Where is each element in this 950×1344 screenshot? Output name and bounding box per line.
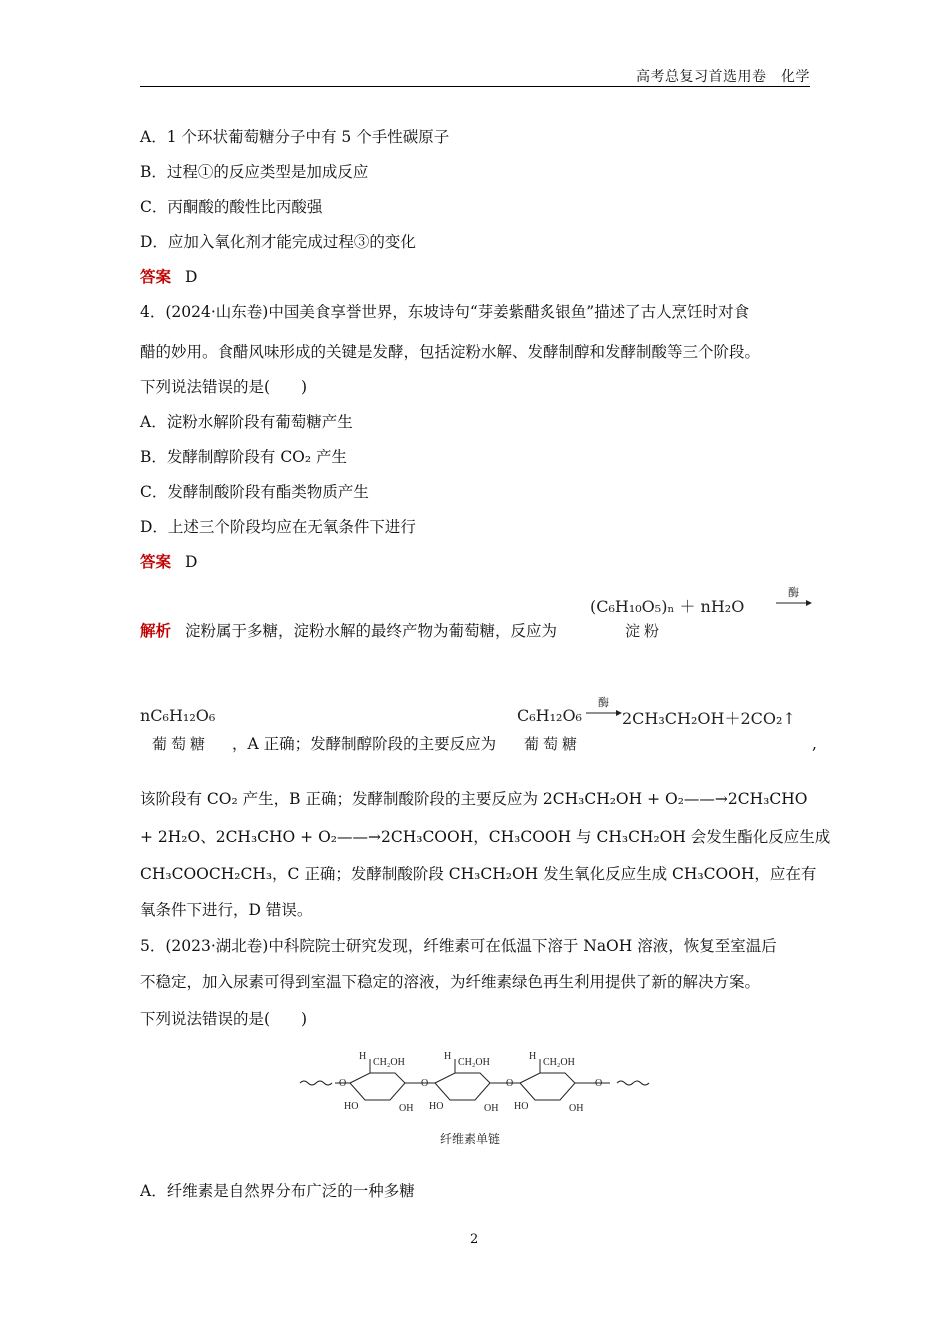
- label-ho-1: HO: [344, 1101, 359, 1112]
- label-o-4: O: [595, 1078, 603, 1089]
- eq1-product: nC₆H₁₂O₆: [140, 706, 216, 725]
- q3-option-d: D．应加入氧化剂才能完成过程③的变化: [140, 233, 416, 251]
- eq2-under-left: 葡萄糖: [524, 735, 582, 753]
- label-ch2oh-3: CH₂OH: [543, 1057, 575, 1068]
- page-number: 2: [470, 1232, 479, 1247]
- q4-stem-2: 醋的妙用。食醋风味形成的关键是发酵，包括淀粉水解、发酵制醇和发酵制酸等三个阶段。: [140, 343, 761, 361]
- q3-option-c: C．丙酮酸的酸性比丙酸强: [140, 198, 323, 216]
- analysis-rest-1: 该阶段有 CO₂ 产生，B 正确；发酵制酸阶段的主要反应为 2CH₃CH₂OH + O₂——→2CH₃CHO: [140, 790, 808, 808]
- answer-label: 答案: [140, 552, 172, 571]
- eq2-left: C₆H₁₂O₆: [517, 706, 582, 725]
- q5-stem-2: 不稳定，加入尿素可得到室温下稳定的溶液，为纤维素绿色再生利用提供了新的解决方案。: [140, 973, 761, 991]
- q5-stem-3: 下列说法错误的是( ): [140, 1010, 308, 1028]
- page-header: [140, 64, 810, 87]
- q4-option-a: A．淀粉水解阶段有葡萄糖产生: [140, 413, 353, 431]
- q3-option-a: A．1 个环状葡萄糖分子中有 5 个手性碳原子: [140, 128, 450, 146]
- wavy-right: [617, 1081, 649, 1085]
- q5-option-a: A．纤维素是自然界分布广泛的一种多糖: [140, 1182, 415, 1200]
- label-oh-1: OH: [399, 1103, 414, 1114]
- q4-answer: [140, 551, 197, 573]
- eq2-right: 2CH₃CH₂OH＋2CO₂↑: [622, 709, 796, 728]
- eq1-catalyst: 酶: [788, 586, 799, 599]
- eq1-left: (C₆H₁₀O₅)ₙ ＋ nH₂O: [590, 597, 745, 616]
- label-oh-3: OH: [569, 1103, 584, 1114]
- analysis-text-2: ，A 正确；发酵制醇阶段的主要反应为: [232, 735, 497, 753]
- q4-option-b: B．发酵制醇阶段有 CO₂ 产生: [140, 448, 348, 466]
- analysis-rest-4: 氧条件下进行，D 错误。: [140, 901, 313, 919]
- eq1-under-product: 葡萄糖: [152, 735, 210, 753]
- eq2-arrow: [586, 708, 622, 718]
- label-ho-2: HO: [429, 1101, 444, 1112]
- wavy-left: [300, 1081, 332, 1085]
- answer-label: 答案: [140, 267, 172, 286]
- analysis-rest-2: + 2H₂O、2CH₃CHO + O₂——→2CH₃COOH，CH₃COOH 与 CH₃CH₂OH 会发生酯化反应生成: [140, 828, 831, 846]
- q5-stem-1: 5．(2023·湖北卷)中科院院士研究发现，纤维素可在低温下溶于 NaOH 溶液，恢复至室温后: [140, 937, 777, 955]
- analysis-rest-3: CH₃COOCH₂CH₃，C 正确；发酵制酸阶段 CH₃CH₂OH 发生氧化反应生成 CH₃COOH，应在有: [140, 865, 817, 883]
- figure-caption: 纤维素单链: [440, 1132, 501, 1146]
- analysis-text-1: 淀粉属于多糖，淀粉水解的最终产物为葡萄糖，反应为: [185, 622, 558, 640]
- comma: ,: [812, 735, 817, 753]
- answer-value: D: [185, 553, 198, 571]
- header-title: 高考总复习首选用卷 化学: [636, 69, 810, 85]
- answer-value: D: [185, 268, 198, 286]
- label-ch2oh-2: CH₂OH: [458, 1057, 490, 1068]
- analysis-line-1: [140, 620, 557, 642]
- ring-1: [350, 1073, 405, 1100]
- label-o-1: O: [339, 1078, 347, 1089]
- analysis-label: 解析: [140, 621, 172, 640]
- label-ch2oh-1: CH₂OH: [373, 1057, 405, 1068]
- q4-option-c: C．发酵制酸阶段有酯类物质产生: [140, 483, 369, 501]
- ring-2: [435, 1073, 490, 1100]
- label-h-3: H: [529, 1051, 537, 1062]
- label-h-2: H: [444, 1051, 452, 1062]
- eq2-catalyst: 酶: [598, 696, 609, 709]
- q4-stem-1: 4．(2024·山东卷)中国美食享誉世界，东坡诗句“芽姜紫醋炙银鱼”描述了古人烹饪时对食: [140, 303, 750, 321]
- label-oh-2: OH: [484, 1103, 499, 1114]
- ring-3: [520, 1073, 575, 1100]
- eq1-arrow: [776, 598, 812, 608]
- q4-option-d: D．上述三个阶段均应在无氧条件下进行: [140, 518, 416, 536]
- label-h-1: H: [359, 1051, 367, 1062]
- q3-option-b: B．过程①的反应类型是加成反应: [140, 163, 369, 181]
- label-o-3: O: [506, 1078, 514, 1089]
- label-o-2: O: [421, 1078, 429, 1089]
- q4-stem-3: 下列说法错误的是( ): [140, 378, 308, 396]
- label-ho-3: HO: [514, 1101, 529, 1112]
- eq1-under-left: 淀粉: [625, 622, 664, 640]
- q3-answer: [140, 266, 197, 288]
